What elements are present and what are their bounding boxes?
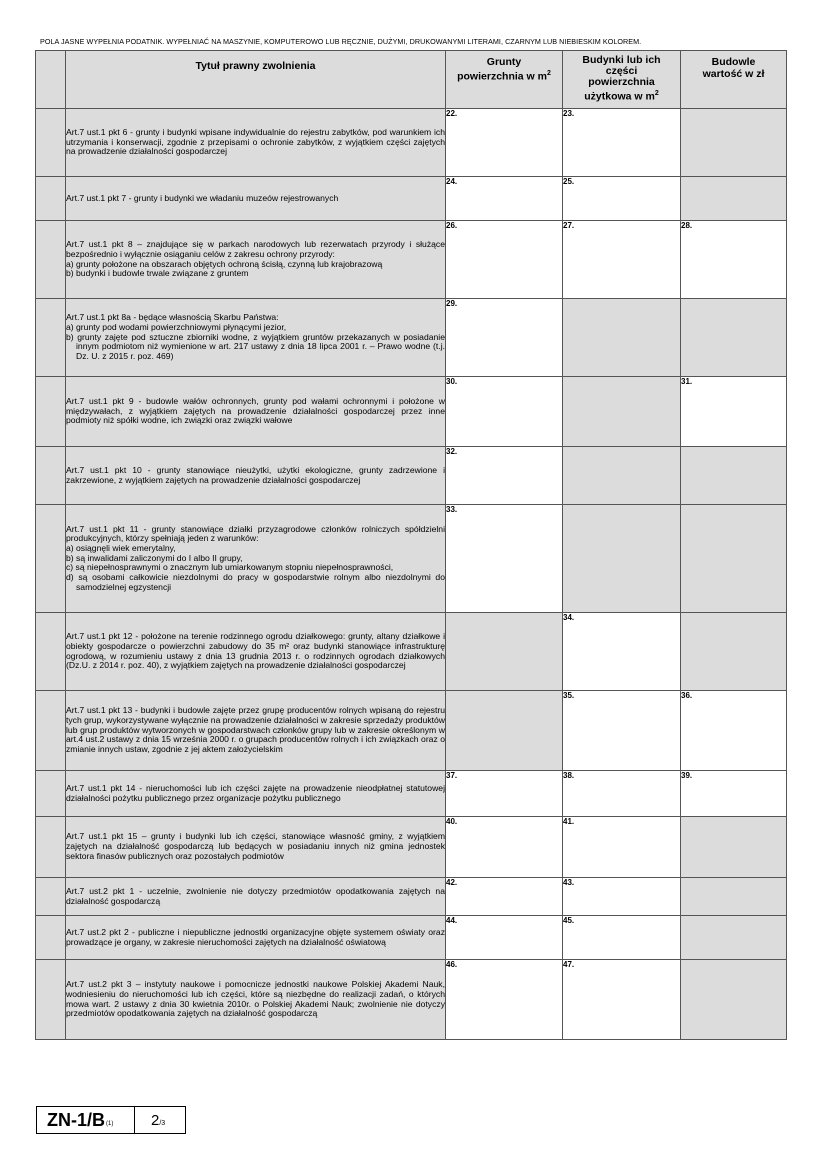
field-number: 22. bbox=[446, 109, 458, 118]
table-row bbox=[36, 878, 787, 916]
description-line: Art.7 ust.1 pkt 8a - będące własnością Skarbu Państwa: bbox=[66, 312, 279, 323]
header-buildings-area: Budynki lub ich części powierzchnia użytkowa w $m^2$ bbox=[563, 51, 681, 109]
description-line: b) są inwalidami zaliczonymi do I albo II grupy, bbox=[66, 552, 243, 563]
side-margin-cell bbox=[36, 447, 66, 505]
land-area-field[interactable] bbox=[446, 817, 563, 878]
field-number: 31. bbox=[681, 377, 693, 386]
description-line: a) osiągnęli wiek emerytalny, bbox=[66, 542, 176, 553]
disabled-cell bbox=[681, 817, 787, 878]
description-line: Art.7 ust.1 pkt 6 - grunty i budynki wpisane indywidualnie do rejestru zabytków, pod warunkiem ich utrzymania i konserwacji, zgodnie z przepisami o ochronie zabytków, z wyjątkiem części zajętych na prowadzenie działalności gospodarczej bbox=[66, 126, 445, 157]
land-area-field[interactable] bbox=[446, 960, 563, 1040]
side-margin-cell bbox=[36, 878, 66, 916]
disabled-cell bbox=[681, 505, 787, 613]
description-line: Art.7 ust.1 pkt 14 - nieruchomości lub ich części zajęte na prowadzenie nieodpłatnej statutowej działalności pożytku publicznego przez organizacje pożytku publicznego bbox=[66, 782, 445, 803]
side-margin-cell bbox=[36, 771, 66, 817]
field-number: 25. bbox=[563, 177, 575, 186]
table-row bbox=[36, 817, 787, 878]
field-number: 45. bbox=[563, 916, 575, 925]
table-row bbox=[36, 613, 787, 691]
header-legal-title: Tytuł prawny zwolnienia bbox=[66, 51, 446, 109]
disabled-cell bbox=[681, 177, 787, 221]
structures-value-field[interactable] bbox=[681, 771, 787, 817]
buildings-area-field[interactable] bbox=[563, 177, 681, 221]
side-margin-cell bbox=[36, 177, 66, 221]
description-line: Art.7 ust.1 pkt 11 - grunty stanowiące działki przyzagrodowe członków rolniczych spółdzielni produkcyjnych, którzy spełniają jeden z warunków: bbox=[66, 523, 445, 544]
description-line: b) grunty zajęte pod sztuczne zbiorniki wodne, z wyjątkiem gruntów przekazanych w posiadanie innym podmiotom niż wymienione w art. 217 ustawy z dnia 18 lipca 2001 r. – Prawo wodne (t.j. Dz. U. z 2015 r. poz. 469) bbox=[66, 331, 445, 362]
buildings-area-field[interactable] bbox=[563, 771, 681, 817]
description-line: Art.7 ust.1 pkt 15 – grunty i budynki lub ich części, stanowiące własność gminy, z wyjątkiem zajętych na działalność gospodarczą lub będących w posiadaniu innych niż gmina jednostek sektora finasów publicznych oraz pozostałych podmiotów bbox=[66, 831, 445, 861]
buildings-area-field[interactable] bbox=[563, 613, 681, 691]
table-row bbox=[36, 377, 787, 447]
exemption-description bbox=[66, 916, 446, 960]
side-margin-cell bbox=[36, 505, 66, 613]
field-number: 35. bbox=[563, 691, 575, 700]
exemption-description bbox=[66, 505, 446, 613]
buildings-area-field[interactable] bbox=[563, 221, 681, 299]
field-number: 27. bbox=[563, 221, 575, 230]
description-line: Art.7 ust.2 pkt 3 – instytuty naukowe i pomocnicze jednostki naukowe Polskiej Akademi Nauk, wodniesieniu do nieruchomości lub ich części, które są niezbędne do realizacji zadań, o których mowa wart. 2 ustawy z dnia 30 kwietnia 2010r. o Polskiej Akademi Nauk; zwolnienie nie dotyczy przedmiotów opodatkowania zajętych na działalność gospodarczą bbox=[66, 979, 445, 1019]
side-margin-cell bbox=[36, 377, 66, 447]
exemption-description bbox=[66, 377, 446, 447]
description-line: b) budynki i budowle trwale związane z gruntem bbox=[66, 268, 249, 279]
header-land-area: Grunty powierzchnia w $m^2$ bbox=[446, 51, 563, 109]
description-line: c) są niepełnosprawnymi o znacznym lub umiarkowanym stopniu niepełnosprawności, bbox=[66, 562, 394, 573]
field-number: 47. bbox=[563, 960, 575, 969]
structures-value-field[interactable] bbox=[681, 221, 787, 299]
field-number: 44. bbox=[446, 916, 458, 925]
land-area-field[interactable] bbox=[446, 177, 563, 221]
field-number: 40. bbox=[446, 817, 458, 826]
buildings-area-field[interactable] bbox=[563, 916, 681, 960]
description-line: Art.7 ust.1 pkt 10 - grunty stanowiące nieużytki, użytki ekologiczne, grunty zadrzewione i zakrzewione, z wyjątkiem zajętych na prowadzenie działalności gospodarczej bbox=[66, 464, 445, 485]
disabled-cell bbox=[681, 109, 787, 177]
buildings-area-field[interactable] bbox=[563, 960, 681, 1040]
land-area-field[interactable] bbox=[446, 771, 563, 817]
side-margin-cell bbox=[36, 613, 66, 691]
table-row bbox=[36, 221, 787, 299]
description-line: Art.7 ust.1 pkt 7 - grunty i budynki we władaniu muzeów rejestrowanych bbox=[66, 192, 339, 203]
side-margin-cell bbox=[36, 109, 66, 177]
side-margin-cell bbox=[36, 51, 66, 109]
table-row bbox=[36, 177, 787, 221]
field-number: 33. bbox=[446, 505, 458, 514]
field-number: 39. bbox=[681, 771, 693, 780]
description-line: Art.7 ust.1 pkt 9 - budowle wałów ochronnych, grunty pod wałami ochronnymi i położone w międzywałach, z wyjątkiem zajętych na prowadzenie działalności gospodarczej przez inne podmioty niż spółki wodne, ich związki oraz związki wałowe bbox=[66, 395, 445, 426]
form-code: ZN-1/B (1) bbox=[37, 1107, 135, 1133]
exemption-description bbox=[66, 878, 446, 916]
form-id-box bbox=[36, 1106, 186, 1134]
field-number: 26. bbox=[446, 221, 458, 230]
field-number: 46. bbox=[446, 960, 458, 969]
table-row bbox=[36, 299, 787, 377]
field-number: 41. bbox=[563, 817, 575, 826]
land-area-field[interactable] bbox=[446, 916, 563, 960]
description-line: Art.7 ust.2 pkt 1 - uczelnie, zwolnienie nie dotyczy przedmiotów opodatkowania zajętych na działalność gospodarczą bbox=[66, 885, 445, 906]
description-line: Art.7 ust.2 pkt 2 - publiczne i niepubliczne jednostki organizacyjne objęte systemem oświaty oraz prowadzące je organy, w zakresie nieruchomości zajętych na działalność oświatową bbox=[66, 926, 445, 947]
field-number: 43. bbox=[563, 878, 575, 887]
table-row bbox=[36, 771, 787, 817]
table-row bbox=[36, 109, 787, 177]
buildings-area-field[interactable] bbox=[563, 878, 681, 916]
exemption-description bbox=[66, 299, 446, 377]
disabled-cell bbox=[446, 691, 563, 771]
disabled-cell bbox=[563, 377, 681, 447]
field-number: 30. bbox=[446, 377, 458, 386]
side-margin-cell bbox=[36, 817, 66, 878]
field-number: 29. bbox=[446, 299, 458, 308]
field-number: 37. bbox=[446, 771, 458, 780]
buildings-area-field[interactable] bbox=[563, 691, 681, 771]
buildings-area-field[interactable] bbox=[563, 109, 681, 177]
description-line: d) są osobami całkowicie niezdolnymi do pracy w gospodarstwie rolnym albo niezdolnymi do samodzielnej egzystencji bbox=[66, 572, 445, 592]
field-number: 23. bbox=[563, 109, 575, 118]
land-area-field[interactable] bbox=[446, 447, 563, 505]
field-number: 24. bbox=[446, 177, 458, 186]
description-line: Art.7 ust.1 pkt 13 - budynki i budowle zajęte przez grupę producentów rolnych wpisaną do rejestru tych grup, wykorzystywane wyłącznie na prowadzenie działalności w zakresie sprzedaży produktów lub grup produktów wytworzonych w gospodarstwach członków grupy lub w zakresie określonym w art.4 ust.2 ustawy z dnia 15 września 2000 r. o grupach producentów rolnych i ich związkach oraz o zmianie innych ustaw, zgodnie z jej aktem założycielskim bbox=[66, 705, 445, 755]
exemption-description bbox=[66, 771, 446, 817]
exemption-description bbox=[66, 613, 446, 691]
exemption-description bbox=[66, 447, 446, 505]
exemption-description bbox=[66, 109, 446, 177]
field-number: 38. bbox=[563, 771, 575, 780]
side-margin-cell bbox=[36, 960, 66, 1040]
disabled-cell bbox=[681, 447, 787, 505]
side-margin-cell bbox=[36, 691, 66, 771]
exemption-table bbox=[35, 50, 787, 1040]
land-area-field[interactable] bbox=[446, 377, 563, 447]
description-line: a) grunty pod wodami powierzchniowymi płynącymi jezior, bbox=[66, 321, 287, 332]
table-header-row bbox=[36, 51, 787, 109]
field-number: 28. bbox=[681, 221, 693, 230]
buildings-area-field[interactable] bbox=[563, 817, 681, 878]
land-area-field[interactable] bbox=[446, 505, 563, 613]
page-number: 2 /3 bbox=[151, 1111, 166, 1129]
field-number: 36. bbox=[681, 691, 693, 700]
exemption-description bbox=[66, 177, 446, 221]
description-line: Art.7 ust.1 pkt 12 - położone na terenie rodzinnego ogrodu działkowego: grunty, altany działkowe i obiekty gospodarcze o powierzchni zabudowy do 35 m² oraz budynki stanowiące infrastrukturę ogrodową, w rozumieniu ustawy z dnia 13 grudnia 2013 r. o rodzinnych ogrodach działkowych (Dz.U. z 2014 r. poz. 40), z wyjątkiem zajętych na prowadzenie działalności gospodarczej bbox=[66, 631, 445, 671]
description-line: Art.7 ust.1 pkt 8 – znajdujące się w parkach narodowych lub rezerwatach przyrody i służące bezpośrednio i wyłącznie osiąganiu celów z zakresu ochrony przyrody: bbox=[66, 239, 445, 259]
field-number: 42. bbox=[446, 878, 458, 887]
table-row bbox=[36, 916, 787, 960]
exemption-description bbox=[66, 221, 446, 299]
table-row bbox=[36, 960, 787, 1040]
land-area-field[interactable] bbox=[446, 109, 563, 177]
disabled-cell bbox=[446, 613, 563, 691]
structures-value-field[interactable] bbox=[681, 377, 787, 447]
table-row bbox=[36, 691, 787, 771]
disabled-cell bbox=[563, 447, 681, 505]
land-area-field[interactable] bbox=[446, 299, 563, 377]
table-row bbox=[36, 447, 787, 505]
disabled-cell bbox=[563, 299, 681, 377]
side-margin-cell bbox=[36, 221, 66, 299]
description-line: a) grunty położone na obszarach objętych ochroną ścisłą, czynną lub krajobrazową bbox=[66, 258, 383, 269]
disabled-cell bbox=[681, 916, 787, 960]
side-margin-cell bbox=[36, 916, 66, 960]
disabled-cell bbox=[681, 613, 787, 691]
disabled-cell bbox=[681, 299, 787, 377]
side-margin-cell bbox=[36, 299, 66, 377]
disabled-cell bbox=[681, 960, 787, 1040]
header-structures-value: Budowle wartość w zł bbox=[681, 51, 787, 109]
exemption-description bbox=[66, 817, 446, 878]
exemption-description bbox=[66, 960, 446, 1040]
field-number: 32. bbox=[446, 447, 458, 456]
exemption-description bbox=[66, 691, 446, 771]
structures-value-field[interactable] bbox=[681, 691, 787, 771]
table-row bbox=[36, 505, 787, 613]
disabled-cell bbox=[681, 878, 787, 916]
land-area-field[interactable] bbox=[446, 878, 563, 916]
land-area-field[interactable] bbox=[446, 221, 563, 299]
field-number: 34. bbox=[563, 613, 575, 622]
form-instructions: POLA JASNE WYPEŁNIA PODATNIK. WYPEŁNIAĆ NA MASZYNIE, KOMPUTEROWO LUB RĘCZNIE, DUŻYMI, DRUKOWANYMI LITERAMI, CZARNYM LUB NIEBIESKIM KOLOREM. bbox=[40, 37, 642, 46]
disabled-cell bbox=[563, 505, 681, 613]
